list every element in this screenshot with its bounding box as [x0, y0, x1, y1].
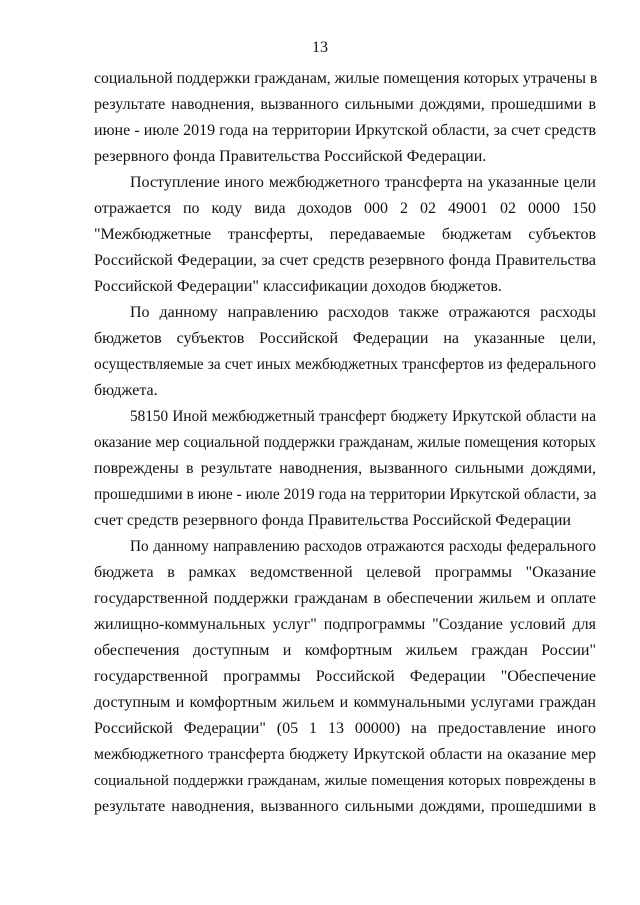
- text-line: бюджета.: [94, 382, 158, 399]
- text-line: отражается по коду вида доходов 000 2 02 49001 02 0000 150: [94, 200, 596, 217]
- paragraph-2: [94, 170, 596, 300]
- text-line: осуществляемые за счет иных межбюджетных трансфертов из федерального: [94, 356, 596, 373]
- text-line: Российской Федерации, за счет средств резервного фонда Правительства: [94, 252, 596, 269]
- text-line: счет средств резервного фонда Правительства Российской Федерации: [94, 512, 571, 529]
- text-line: социальной поддержки гражданам, жилые помещения которых утрачены в: [94, 70, 598, 87]
- text-line: прошедшими в июне - июле 2019 года на территории Иркутской области, за: [94, 486, 597, 503]
- text-line: результате наводнения, вызванного сильными дождями, прошедшими в: [94, 798, 596, 815]
- text-line: повреждены в результате наводнения, вызванного сильными дождями,: [94, 460, 596, 477]
- paragraph-5: [94, 534, 596, 820]
- document-body: [94, 66, 596, 820]
- text-line: государственной поддержки гражданам в обеспечении жильем и оплате: [94, 590, 596, 607]
- text-line: межбюджетного трансферта бюджету Иркутской области на оказание мер: [94, 746, 596, 763]
- paragraph-4: [94, 404, 596, 534]
- page-number: 13: [312, 39, 328, 56]
- text-line: резервного фонда Правительства Российской Федерации.: [94, 148, 487, 165]
- text-line: По данному направлению расходов отражаются расходы федерального: [130, 538, 596, 555]
- text-line: жилищно-коммунальных услуг" подпрограммы "Создание условий для: [94, 616, 596, 633]
- text-line: оказание мер социальной поддержки гражданам, жилые помещения которых: [94, 434, 596, 451]
- text-line: Российской Федерации" (05 1 13 00000) на предоставление иного: [94, 720, 596, 737]
- text-line: государственной программы Российской Федерации "Обеспечение: [94, 668, 596, 685]
- text-line: бюджета в рамках ведомственной целевой программы "Оказание: [94, 564, 596, 581]
- text-line: доступным и комфортным жильем и коммунальными услугами граждан: [94, 694, 596, 711]
- text-line: Поступление иного межбюджетного трансферта на указанные цели: [130, 174, 596, 191]
- text-line: 58150 Иной межбюджетный трансферт бюджету Иркутской области на: [130, 408, 596, 425]
- text-line: Российской Федерации" классификации доходов бюджетов.: [94, 278, 502, 295]
- text-line: социальной поддержки гражданам, жилые помещения которых повреждены в: [94, 773, 596, 789]
- text-line: бюджетов субъектов Российской Федерации на указанные цели,: [94, 330, 596, 347]
- paragraph-1: [94, 66, 596, 170]
- text-line: обеспечения доступным и комфортным жильем граждан России": [94, 642, 596, 659]
- text-line: "Межбюджетные трансферты, передаваемые бюджетам субъектов: [94, 226, 596, 243]
- text-line: По данному направлению расходов также отражаются расходы: [130, 304, 596, 321]
- text-line: июне - июле 2019 года на территории Иркутской области, за счет средств: [94, 122, 596, 139]
- paragraph-3: [94, 300, 596, 404]
- text-line: результате наводнения, вызванного сильными дождями, прошедшими в: [94, 96, 596, 113]
